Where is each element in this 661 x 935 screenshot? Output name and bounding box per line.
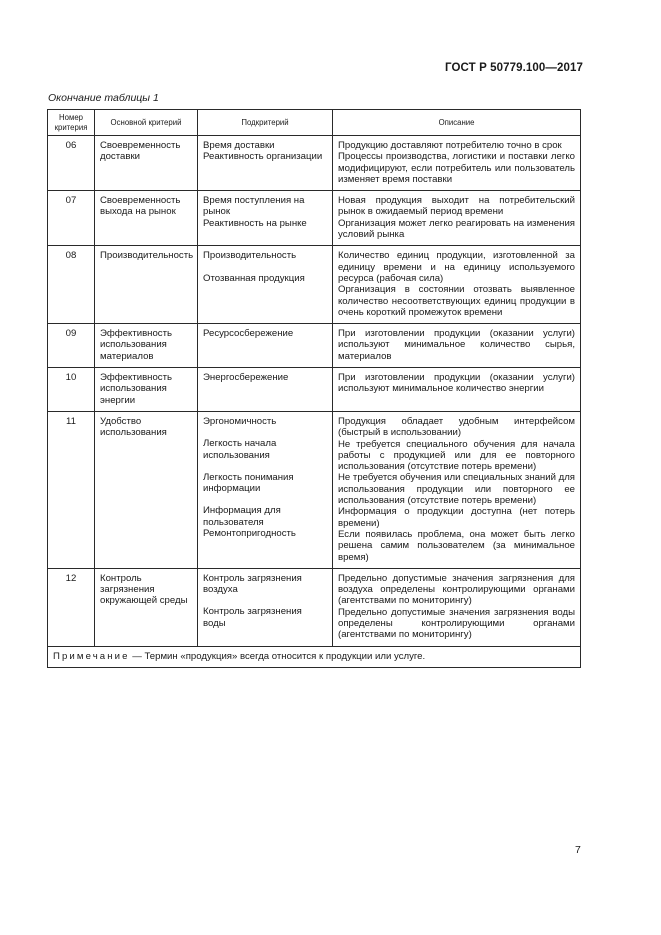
description-paragraph: Процессы производства, логистики и поставки легко модифицируют, если потребитель или пользователь изменяет время поставки: [338, 151, 575, 185]
subcriterion: Энергосбережение: [203, 372, 289, 384]
description-paragraph: Количество единиц продукции, изготовленной за единицу времени и на единицу используемого ресурса (рабочая сила): [338, 250, 575, 284]
col-header-description: Описание: [333, 110, 581, 136]
spacer: [203, 427, 327, 438]
col-header-criterion: Основной критерий: [95, 110, 198, 136]
subcriterion: Время поступления на рынок: [203, 195, 305, 218]
description-paragraph: Информация о продукции доступна (нет потерь времени): [338, 506, 575, 529]
description-cell: [333, 191, 581, 246]
description-paragraph: Не требуется обучения или специальных знаний для использования продукции или повторного ее использования (отсутствие потерь времени): [338, 472, 575, 507]
subcriterion: Реактивность организации: [203, 151, 323, 163]
description-paragraph: Новая продукция выходит на потребительский рынок в ожидаемый период времени: [338, 195, 575, 218]
table-row: [48, 324, 581, 368]
subcriterion: Контроль загрязнения воды: [203, 606, 302, 629]
subcriterion: Легкость начала использования: [203, 438, 277, 461]
subcriteria-cell: [198, 191, 333, 246]
description-paragraph: Предельно допустимые значения загрязнения воды определены контролирующими органами (агентствами по мониторингу): [338, 606, 575, 641]
table-row: [48, 136, 581, 191]
description-paragraph: Продукция обладает удобным интерфейсом (быстрый в использовании): [338, 415, 575, 439]
table-header-row: [48, 110, 581, 136]
note-label: Примечание: [53, 650, 130, 662]
subcriteria-cell: [198, 324, 333, 368]
criterion-number: 12: [48, 568, 95, 646]
main-criterion: Своевременность выхода на рынок: [95, 191, 198, 246]
description-paragraph: Если появилась проблема, она может быть легко решена самим пользователем (за минимальное время): [338, 528, 575, 563]
description-paragraph: Организация в состоянии отозвать выявленное количество несоответствующих единиц продукции в очень короткий промежуток времени: [338, 284, 575, 318]
col-header-number: Номер критерия: [48, 110, 95, 136]
description-paragraph: При изготовлении продукции (оказании услуги) используют минимальное количество сырья, материалов: [338, 328, 575, 362]
main-criterion: Эффективность использования энергии: [95, 368, 198, 412]
subcriterion: Время доставки: [203, 140, 275, 151]
col-header-subcriterion: Подкритерий: [198, 110, 333, 136]
table-row: [48, 191, 581, 246]
criterion-number: 09: [48, 324, 95, 368]
subcriterion: Эргономичность: [203, 415, 277, 427]
main-criterion: Своевременность доставки: [95, 136, 198, 191]
description-cell: [333, 568, 581, 646]
criterion-number: 11: [48, 411, 95, 568]
description-cell: [333, 368, 581, 412]
subcriteria-cell: [198, 136, 333, 191]
subcriterion: Ресурсосбережение: [203, 328, 294, 340]
criterion-number: 06: [48, 136, 95, 191]
main-criterion: Производительность: [95, 246, 198, 324]
table-caption: Окончание таблицы 1: [48, 92, 159, 104]
description-cell: [333, 246, 581, 324]
subcriteria-cell: [198, 368, 333, 412]
description-paragraph: Продукцию доставляют потребителю точно в срок: [338, 140, 562, 151]
subcriteria-cell: [198, 411, 333, 568]
subcriterion: Легкость понимания информации: [203, 471, 294, 495]
subcriterion: Отозванная продукция: [203, 272, 305, 284]
table-row: [48, 411, 581, 568]
table-row: [48, 368, 581, 412]
page-number: 7: [575, 844, 581, 856]
criterion-number: 10: [48, 368, 95, 412]
table-row: [48, 568, 581, 646]
description-cell: [333, 324, 581, 368]
main-criterion: Удобство использования: [95, 411, 198, 568]
subcriterion: Производительность: [203, 250, 297, 262]
main-criterion: Эффективность использования материалов: [95, 324, 198, 368]
subcriteria-cell: [198, 568, 333, 646]
spacer: [203, 461, 327, 472]
description-paragraph: Не требуется специального обучения для начала работы с продукцией или для ее повторного использования (отсутствие потерь времени): [338, 438, 575, 473]
description-paragraph: При изготовлении продукции (оказании услуги) используют минимальное количество энергии: [338, 372, 575, 395]
description-cell: [333, 136, 581, 191]
description-cell: [333, 411, 581, 568]
description-paragraph: Предельно допустимые значения загрязнения для воздуха определены контролирующими органами (агентствами по мониторингу): [338, 572, 575, 607]
main-criterion: Контроль загрязнения окружающей среды: [95, 568, 198, 646]
criteria-table: [47, 109, 581, 668]
subcriterion: Контроль загрязнения воздуха: [203, 572, 302, 596]
subcriterion: Ремонтопригодность: [203, 528, 296, 540]
description-paragraph: Организация может легко реагировать на изменения условий рынка: [338, 217, 575, 241]
standard-designation: ГОСТ Р 50779.100—2017: [445, 62, 583, 74]
spacer: [203, 262, 327, 273]
criterion-number: 07: [48, 191, 95, 246]
table-row: [48, 246, 581, 324]
note-text: — Термин «продукция» всегда относится к продукции или услуге.: [129, 650, 426, 662]
spacer: [203, 595, 327, 606]
spacer: [203, 494, 327, 505]
subcriteria-cell: [198, 246, 333, 324]
note-row: [48, 646, 581, 667]
criterion-number: 08: [48, 246, 95, 324]
subcriterion: Информация для пользователя: [203, 505, 281, 528]
table-note: [48, 646, 581, 667]
subcriterion: Реактивность на рынке: [203, 217, 307, 229]
